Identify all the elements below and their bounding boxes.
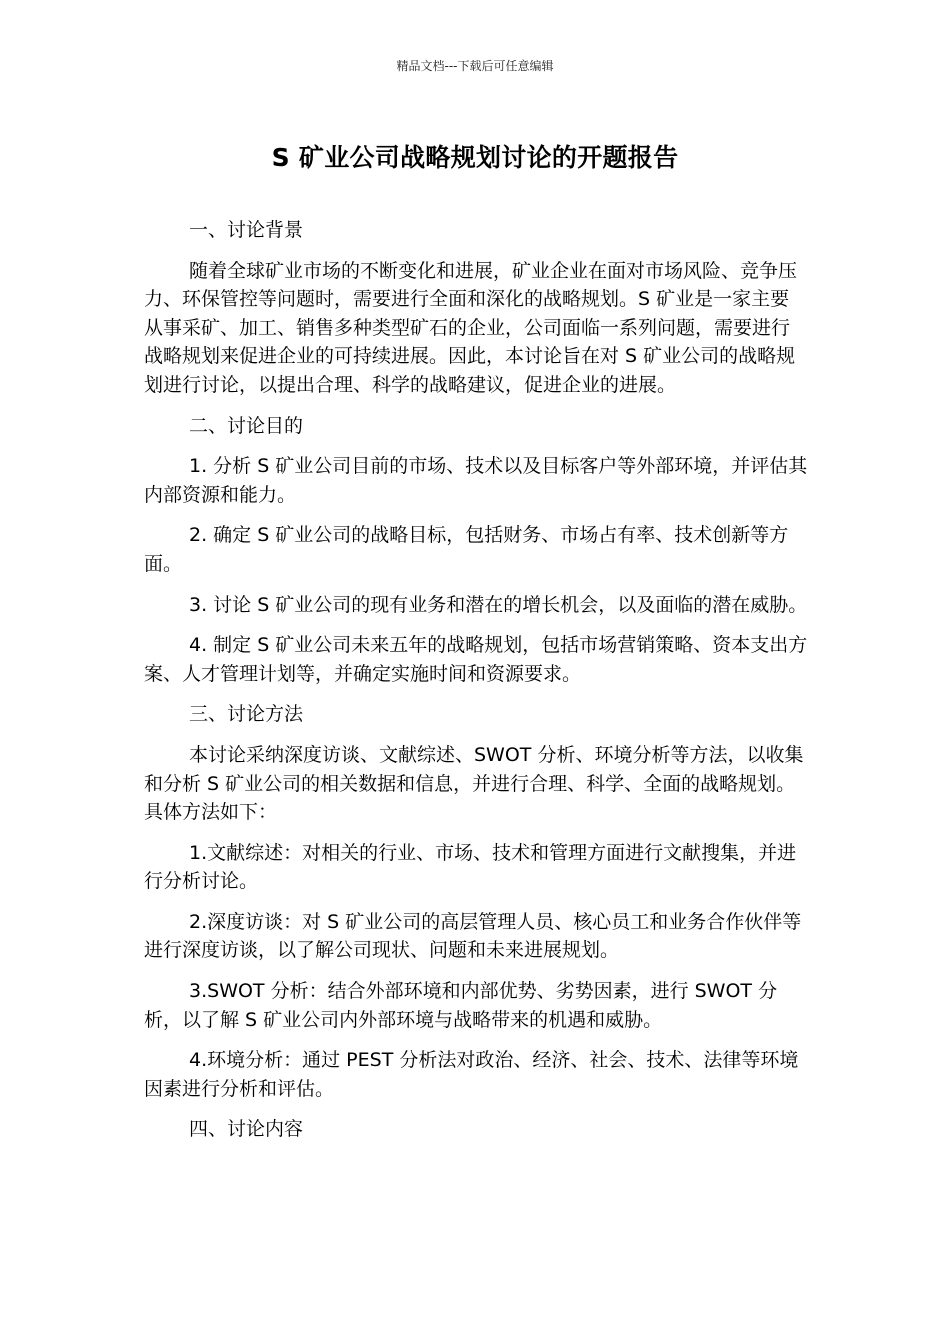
document-body	[144, 216, 808, 1156]
purpose-item-4: 4. 制定 S 矿业公司未来五年的战略规划，包括市场营销策略、资本支出方案、人才管理计划等，并确定实施时间和资源要求。	[144, 634, 808, 685]
page-header-note: 精品文档---下载后可任意编辑	[396, 59, 554, 73]
method-item-4: 4.环境分析：通过 PEST 分析法对政治、经济、社会、技术、法律等环境因素进行分析和评估。	[144, 1049, 799, 1100]
section-heading-content: 四、讨论内容	[189, 1118, 304, 1141]
section-heading-purpose: 二、讨论目的	[189, 414, 304, 437]
method-item-2: 2.深度访谈：对 S 矿业公司的高层管理人员、核心员工和业务合作伙伴等进行深度访谈，以了解公司现状、问题和未来进展规划。	[144, 910, 802, 962]
document-title: S 矿业公司战略规划讨论的开题报告	[271, 143, 679, 172]
purpose-item-3: 3. 讨论 S 矿业公司的现有业务和潜在的增长机会，以及面临的潜在威胁。	[189, 593, 808, 616]
paragraph-background: 随着全球矿业市场的不断变化和进展，矿业企业在面对市场风险、竞争压力、环保管控等问题时，需要进行全面和深化的战略规划。S 矿业是一家主要从事采矿、加工、销售多种类型矿石的企业，公司面临一系列问题，需要进行战略规划来促进企业的可持续进展。因此，本讨论旨在对 S 矿业公司的战略规划进行讨论，以提出合理、科学的战略建议，促进企业的进展。	[144, 259, 798, 396]
method-intro-paragraph: 本讨论采纳深度访谈、文献综述、SWOT 分析、环境分析等方法，以收集和分析 S 矿业公司的相关数据和信息，并进行合理、科学、全面的战略规划。具体方法如下：	[144, 743, 804, 824]
method-item-3: 3.SWOT 分析：结合外部环境和内部优势、劣势因素，进行 SWOT 分析，以了解 S 矿业公司内外部环境与战略带来的机遇和威胁。	[144, 980, 778, 1031]
purpose-item-1: 1. 分析 S 矿业公司目前的市场、技术以及目标客户等外部环境，并评估其内部资源和能力。	[144, 455, 808, 506]
section-heading-background: 一、讨论背景	[189, 219, 304, 241]
purpose-item-2: 2. 确定 S 矿业公司的战略目标，包括财务、市场占有率、技术创新等方面。	[144, 524, 789, 575]
method-item-1: 1.文献综述：对相关的行业、市场、技术和管理方面进行文献搜集，并进行分析讨论。	[144, 841, 797, 893]
section-heading-method: 三、讨论方法	[189, 703, 304, 726]
